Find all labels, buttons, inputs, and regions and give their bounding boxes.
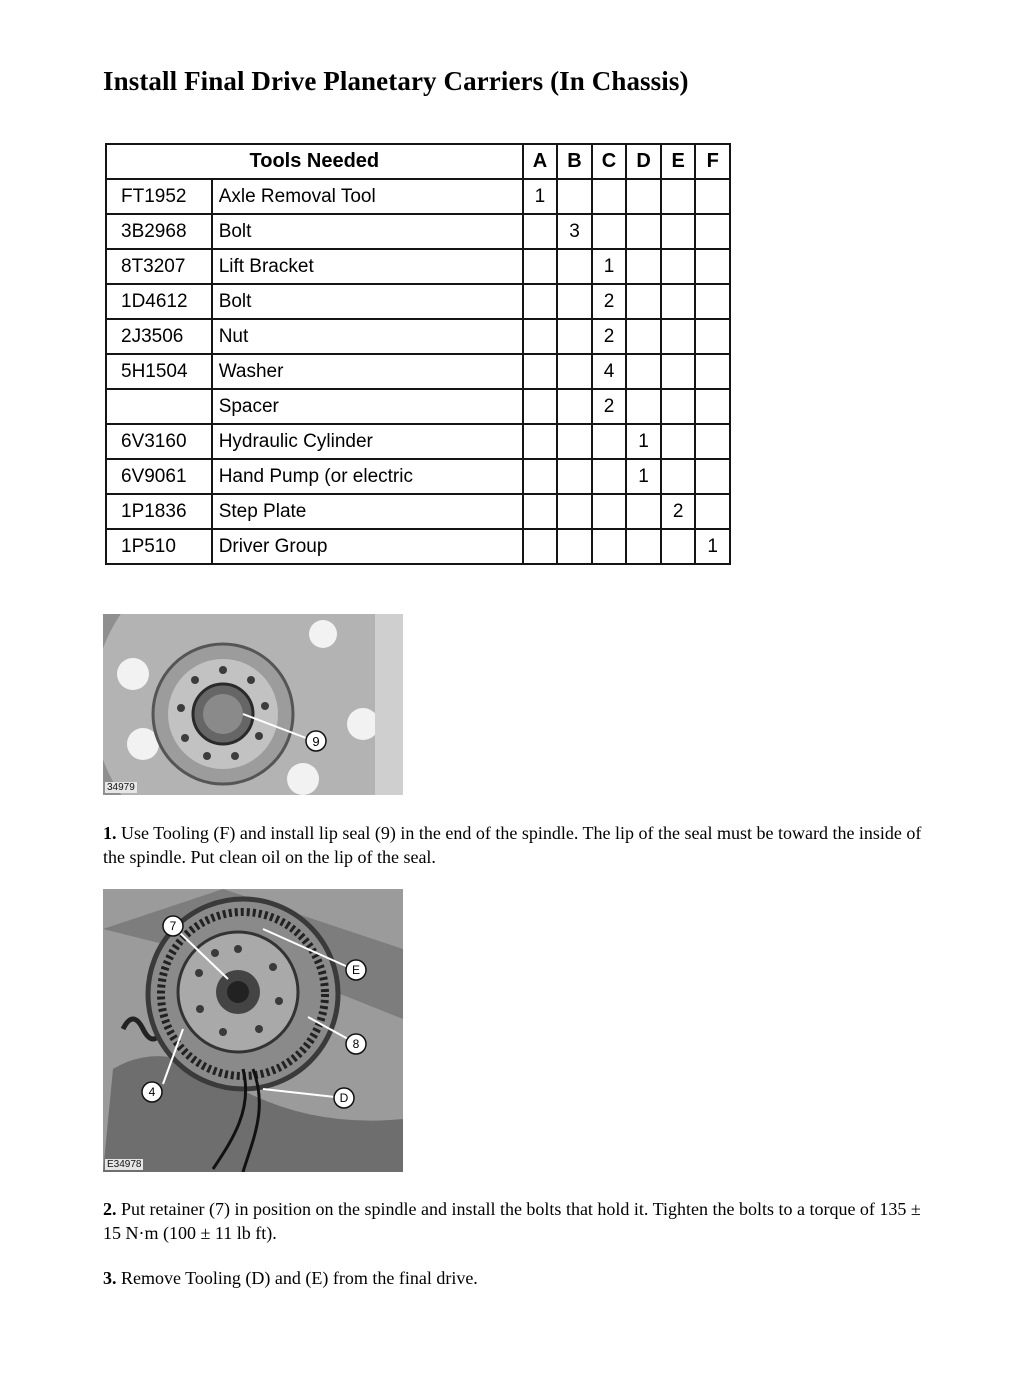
tool-quantity-cell [557, 284, 592, 319]
callout-4-label: 4 [148, 1085, 156, 1099]
column-header: A [523, 144, 558, 179]
tool-part-number [106, 389, 212, 424]
table-row [106, 389, 730, 424]
tool-quantity-cell [523, 389, 558, 424]
tool-quantity-cell [661, 354, 696, 389]
table-row [106, 424, 730, 459]
page-title: Install Final Drive Planetary Carriers (In Chassis) [103, 66, 689, 96]
tool-quantity-cell [557, 249, 592, 284]
tool-quantity-cell [557, 529, 592, 564]
figure-id: 34979 [107, 782, 135, 793]
tool-name: Spacer [212, 389, 523, 424]
table-row [106, 284, 730, 319]
tool-quantity-cell [661, 214, 696, 249]
spindle-illustration [103, 614, 403, 795]
tool-quantity-cell [626, 179, 661, 214]
tool-quantity-cell [661, 284, 696, 319]
tool-quantity-cell [626, 389, 661, 424]
tool-quantity-cell [523, 459, 558, 494]
column-header: D [626, 144, 661, 179]
tool-quantity-cell [695, 354, 730, 389]
callout-9-label: 9 [312, 734, 320, 749]
column-header: B [557, 144, 592, 179]
tool-name: Washer [212, 354, 523, 389]
tool-quantity-cell [557, 319, 592, 354]
tool-part-number: 1D4612 [106, 284, 212, 319]
tool-quantity-cell: 1 [592, 249, 627, 284]
table-row [106, 214, 730, 249]
tool-quantity-cell [523, 249, 558, 284]
tool-name: Nut [212, 319, 523, 354]
step-text: Put retainer (7) in position on the spindle and install the bolts that hold it. Tighten the bolts to a torque of 135 ± 15 N·m (100 ± 11 lb ft). [103, 1199, 921, 1243]
tool-quantity-cell [695, 424, 730, 459]
step-1 [103, 821, 923, 869]
tool-name: Hydraulic Cylinder [212, 424, 523, 459]
tool-part-number: 5H1504 [106, 354, 212, 389]
tool-quantity-cell: 1 [695, 529, 730, 564]
step-2 [103, 1197, 923, 1245]
table-row [106, 319, 730, 354]
tool-quantity-cell [661, 424, 696, 459]
tool-quantity-cell [626, 494, 661, 529]
tool-part-number: 1P510 [106, 529, 212, 564]
tool-part-number: 3B2968 [106, 214, 212, 249]
tool-quantity-cell [626, 529, 661, 564]
tool-quantity-cell: 4 [592, 354, 627, 389]
tool-quantity-cell [695, 459, 730, 494]
tool-quantity-cell [592, 179, 627, 214]
tool-name: Step Plate [212, 494, 523, 529]
tool-part-number: 2J3506 [106, 319, 212, 354]
tool-quantity-cell [523, 424, 558, 459]
tool-name: Hand Pump (or electric [212, 459, 523, 494]
tool-quantity-cell [695, 389, 730, 424]
tool-name: Driver Group [212, 529, 523, 564]
tool-quantity-cell [661, 179, 696, 214]
callout-8-label: 8 [352, 1037, 360, 1051]
table-row [106, 179, 730, 214]
column-header: E [661, 144, 696, 179]
tool-quantity-cell: 1 [626, 424, 661, 459]
column-header: C [592, 144, 627, 179]
tool-quantity-cell [523, 354, 558, 389]
tool-quantity-cell [557, 179, 592, 214]
step-number: 2. [103, 1199, 117, 1219]
table-row [106, 459, 730, 494]
tool-name: Lift Bracket [212, 249, 523, 284]
tool-quantity-cell [557, 354, 592, 389]
tool-quantity-cell [661, 319, 696, 354]
tool-quantity-cell: 1 [523, 179, 558, 214]
tool-quantity-cell [592, 494, 627, 529]
tool-name: Bolt [212, 214, 523, 249]
tool-quantity-cell [523, 284, 558, 319]
table-row [106, 354, 730, 389]
tool-quantity-cell: 3 [557, 214, 592, 249]
tool-part-number: 6V3160 [106, 424, 212, 459]
tool-quantity-cell [626, 354, 661, 389]
tool-part-number: 1P1836 [106, 494, 212, 529]
tool-quantity-cell [695, 249, 730, 284]
tool-quantity-cell [557, 424, 592, 459]
table-header-row [106, 144, 730, 179]
figure-spindle-lip-seal-photo [103, 614, 403, 795]
tool-quantity-cell [523, 319, 558, 354]
figure-id: E34978 [107, 1159, 142, 1170]
tool-quantity-cell [592, 424, 627, 459]
tool-quantity-cell [557, 494, 592, 529]
tool-quantity-cell [592, 214, 627, 249]
callout-7-label: 7 [169, 919, 177, 933]
tool-quantity-cell [557, 459, 592, 494]
figure-retainer-install-photo [103, 889, 403, 1172]
tool-quantity-cell [695, 214, 730, 249]
tool-quantity-cell [592, 459, 627, 494]
step-number: 3. [103, 1268, 117, 1288]
tool-quantity-cell: 2 [592, 284, 627, 319]
callout-e-label: E [351, 963, 361, 977]
tool-quantity-cell [695, 179, 730, 214]
tools-needed-table [105, 143, 735, 571]
tool-quantity-cell: 2 [661, 494, 696, 529]
step-number: 1. [103, 823, 117, 843]
tool-quantity-cell [626, 319, 661, 354]
tool-quantity-cell [523, 529, 558, 564]
step-text: Use Tooling (F) and install lip seal (9) in the end of the spindle. The lip of the seal must be toward the inside of the spindle. Put clean oil on the lip of the seal. [103, 823, 922, 867]
tool-quantity-cell [695, 494, 730, 529]
table-row [106, 529, 730, 564]
tool-quantity-cell [626, 284, 661, 319]
tool-quantity-cell [695, 319, 730, 354]
tool-quantity-cell [695, 284, 730, 319]
tool-part-number: 8T3207 [106, 249, 212, 284]
tool-quantity-cell [523, 214, 558, 249]
tool-quantity-cell: 1 [626, 459, 661, 494]
tool-quantity-cell [557, 389, 592, 424]
tool-quantity-cell [626, 214, 661, 249]
tool-part-number: FT1952 [106, 179, 212, 214]
tool-quantity-cell [626, 249, 661, 284]
callout-d-label: D [339, 1091, 349, 1105]
table-row [106, 249, 730, 284]
tool-quantity-cell [661, 459, 696, 494]
tools-needed-header: Tools Needed [106, 144, 523, 179]
tool-quantity-cell [523, 494, 558, 529]
tool-quantity-cell [661, 389, 696, 424]
tool-quantity-cell: 2 [592, 319, 627, 354]
final-drive-illustration [103, 889, 403, 1172]
tool-name: Bolt [212, 284, 523, 319]
column-header: F [695, 144, 730, 179]
tool-part-number: 6V9061 [106, 459, 212, 494]
table-row [106, 494, 730, 529]
tool-quantity-cell: 2 [592, 389, 627, 424]
step-3 [103, 1266, 923, 1290]
tool-quantity-cell [592, 529, 627, 564]
tool-quantity-cell [661, 249, 696, 284]
step-text: Remove Tooling (D) and (E) from the final drive. [116, 1268, 478, 1288]
tool-name: Axle Removal Tool [212, 179, 523, 214]
tool-quantity-cell [661, 529, 696, 564]
